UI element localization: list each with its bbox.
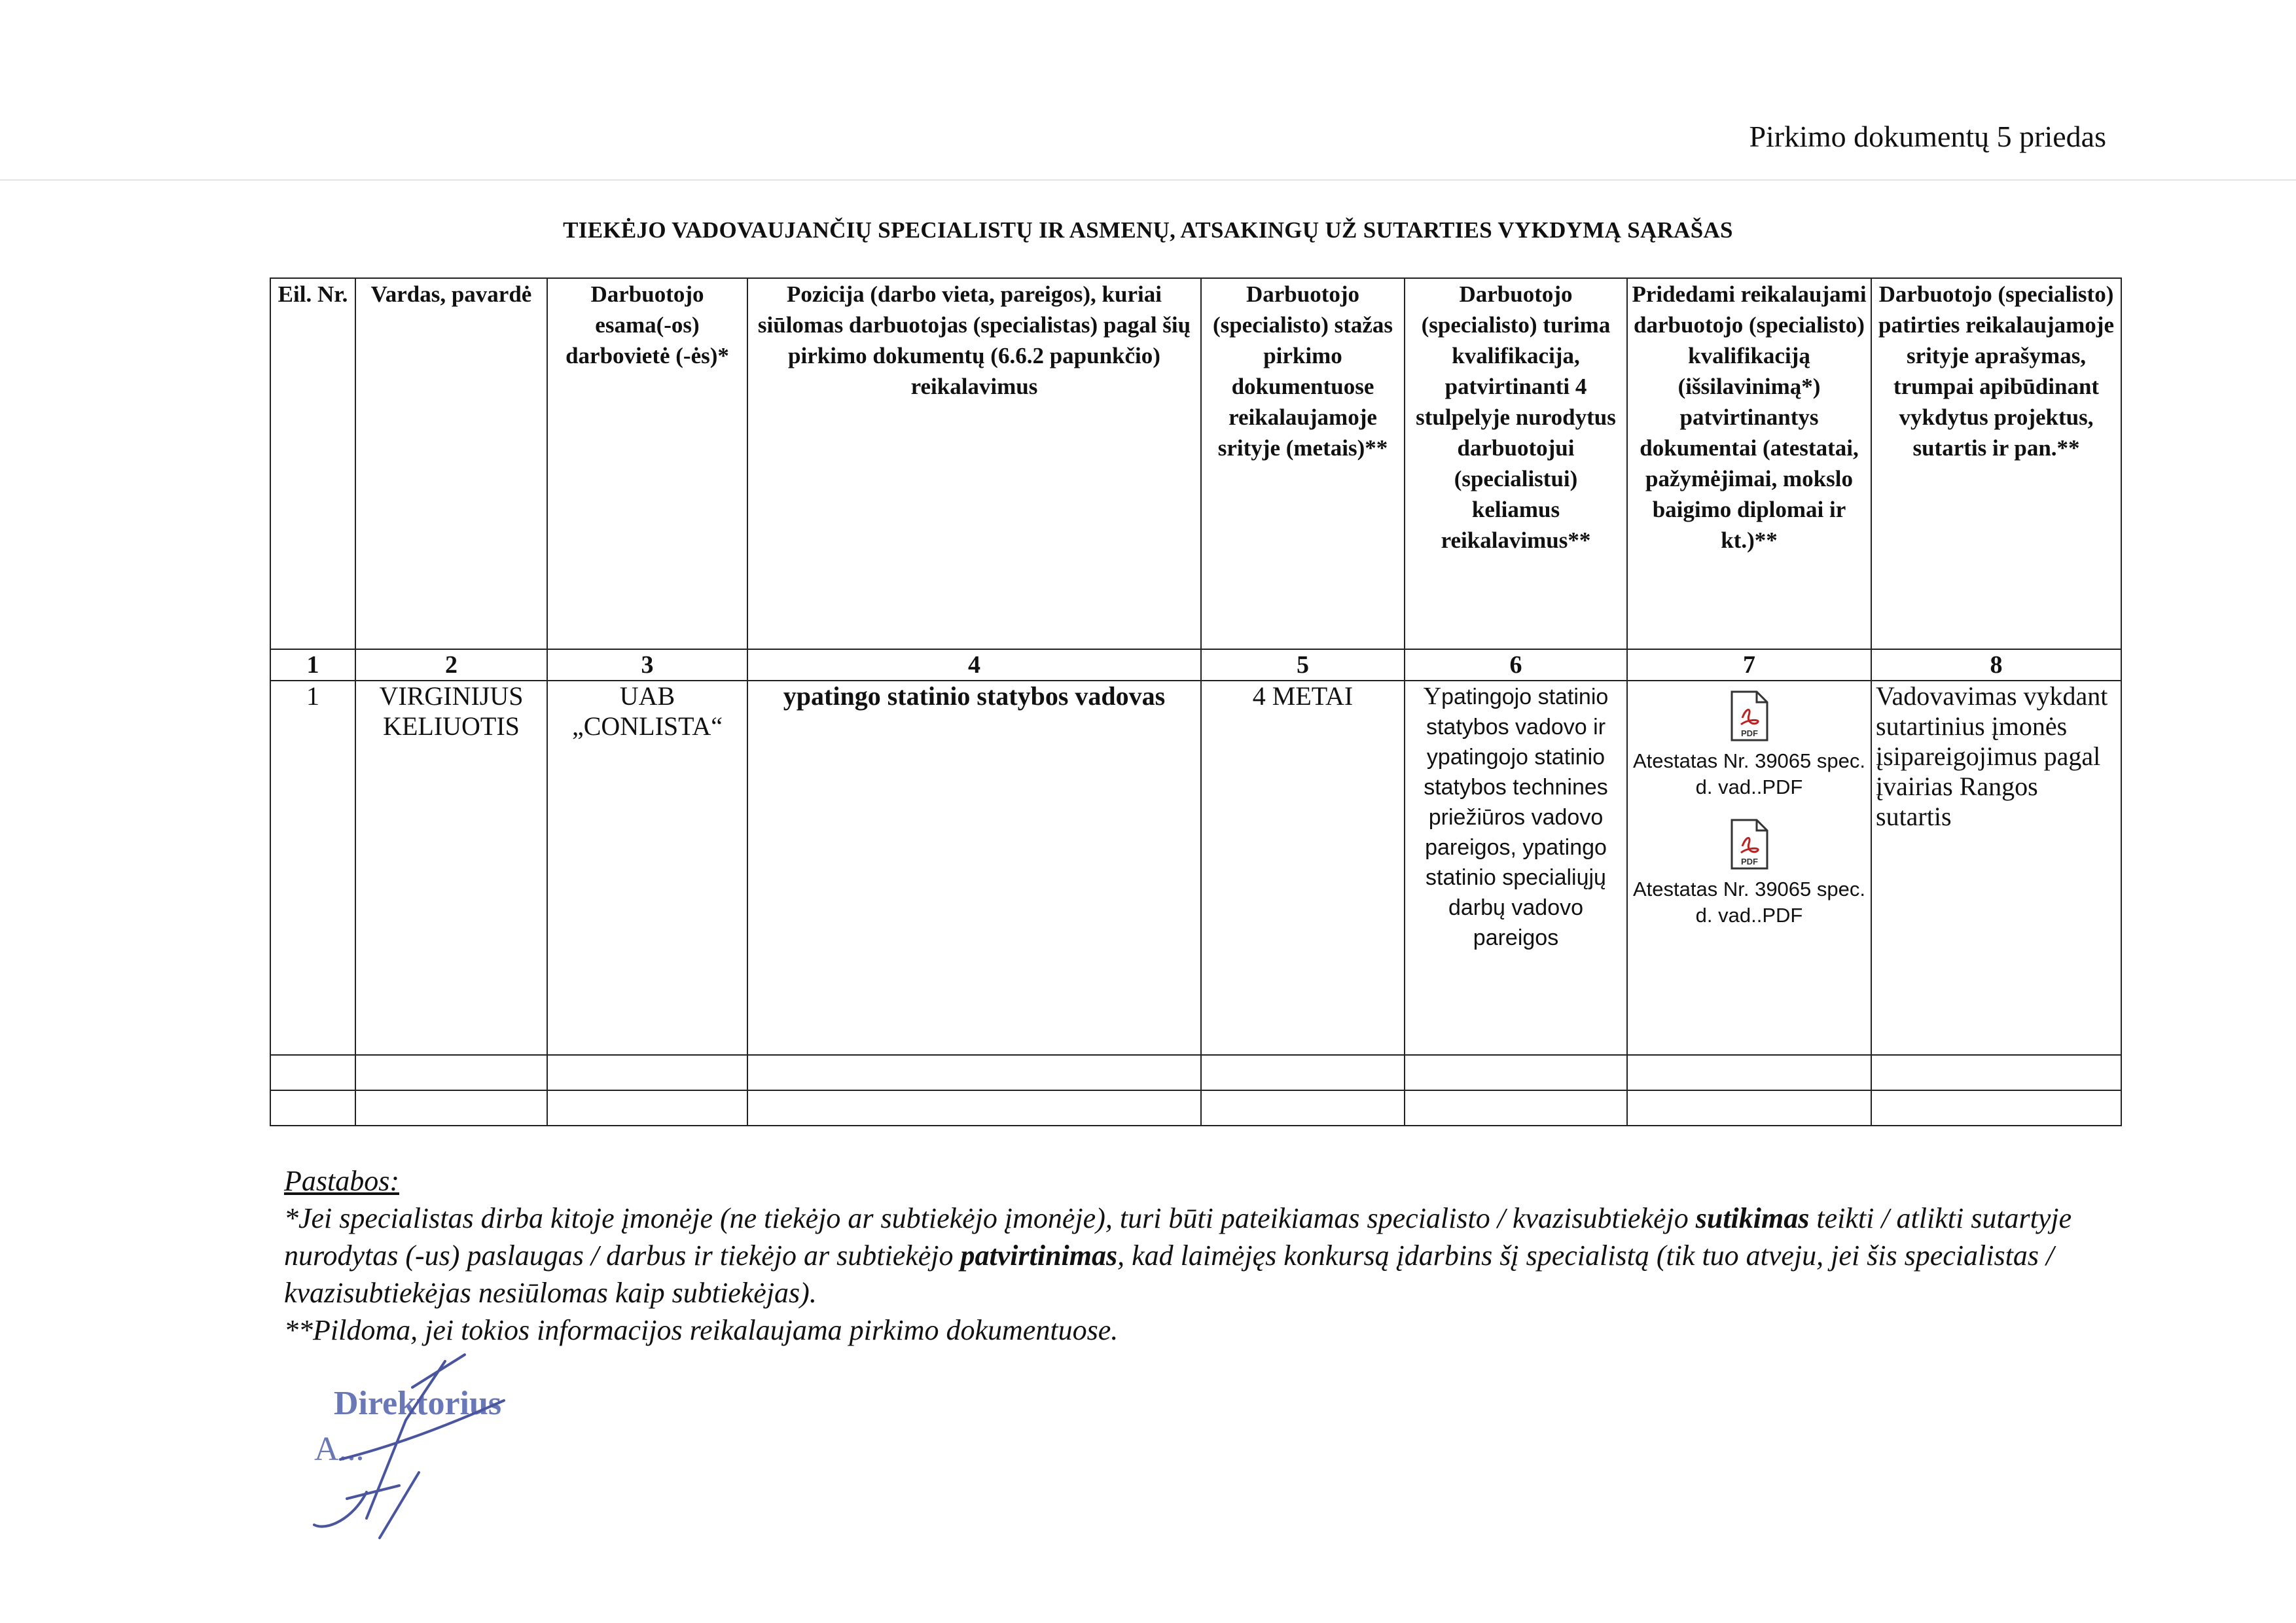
stamp-text: A... xyxy=(314,1431,365,1468)
header-cell: Vardas, pavardė xyxy=(355,278,547,649)
attachment-item[interactable] xyxy=(1632,817,1867,929)
attachment-item[interactable] xyxy=(1632,689,1867,800)
empty-cell xyxy=(355,1090,547,1126)
header-cell: Eil. Nr. xyxy=(270,278,355,649)
column-number: 2 xyxy=(355,649,547,681)
workplace-line: „CONLISTA“ xyxy=(571,711,723,741)
appendix-label: Pirkimo dokumentų 5 priedas xyxy=(1749,120,2106,153)
signature-stamp xyxy=(249,1348,615,1544)
attachments-cell xyxy=(1627,681,1871,1055)
empty-cell xyxy=(547,1055,747,1090)
attachment-label[interactable]: Atestatas Nr. 39065 spec. d. vad..PDF xyxy=(1633,878,1865,927)
note-text: teikti / atlikti sutartyje nurodytas (-us) paslaugas / darbus ir tiekėjo ar subtiekėjo xyxy=(284,1202,2072,1272)
column-number: 8 xyxy=(1871,649,2121,681)
table-row-empty xyxy=(270,1090,2121,1126)
row-number: 1 xyxy=(270,681,355,1055)
page-title: TIEKĖJO VADOVAUJANČIŲ SPECIALISTŲ IR ASMENŲ, ATSAKINGŲ UŽ SUTARTIES VYKDYMĄ SĄRAŠAS xyxy=(563,217,1733,243)
table-row-empty xyxy=(270,1055,2121,1090)
empty-cell xyxy=(1627,1090,1871,1126)
note-emphasis: patvirtinimas xyxy=(960,1240,1118,1272)
column-number: 1 xyxy=(270,649,355,681)
table-header-row xyxy=(270,278,2121,649)
header-separator xyxy=(0,179,2296,181)
empty-cell xyxy=(355,1055,547,1090)
header-cell: Darbuotojo esama(-os) darbovietė (-ės)* xyxy=(547,278,747,649)
pdf-icon-text: PDF xyxy=(1740,857,1758,866)
empty-cell xyxy=(270,1090,355,1126)
column-number-row xyxy=(270,649,2121,681)
empty-cell xyxy=(747,1055,1201,1090)
note-text: *Jei specialistas dirba kitoje įmonėje (ne tiekėjo ar subtiekėjo įmonėje), turi būti pateikiamas specialisto / kvazisubtiekėjo xyxy=(284,1202,1696,1234)
note-emphasis: sutikimas xyxy=(1695,1202,1810,1234)
empty-cell xyxy=(1871,1055,2121,1090)
empty-cell xyxy=(547,1090,747,1126)
qualification-initial: Y xyxy=(1423,683,1442,710)
empty-cell xyxy=(270,1055,355,1090)
header-cell: Pozicija (darbo vieta, pareigos), kuriai siūlomas darbuotojas (specialistas) pagal šių pirkimo dokumentų (6.6.2 papunkčio) reikalavimus xyxy=(747,278,1201,649)
empty-cell xyxy=(747,1090,1201,1126)
column-number: 4 xyxy=(747,649,1201,681)
empty-cell xyxy=(1201,1055,1405,1090)
signature-scribble xyxy=(249,1348,615,1544)
workplace xyxy=(547,681,747,1055)
header-cell: Darbuotojo (specialisto) stažas pirkimo dokumentuose reikalaujamoje srityje (metais)** xyxy=(1201,278,1405,649)
empty-cell xyxy=(1627,1055,1871,1090)
empty-cell xyxy=(1405,1090,1627,1126)
experience-years: 4 METAI xyxy=(1201,681,1405,1055)
empty-cell xyxy=(1405,1055,1627,1090)
header-cell: Darbuotojo (specialisto) patirties reikalaujamoje srityje aprašymas, trumpai apibūdinant vykdytus projektus, sutartis ir pan.** xyxy=(1871,278,2121,649)
column-number: 7 xyxy=(1627,649,1871,681)
qualification xyxy=(1405,681,1627,1055)
column-number: 5 xyxy=(1201,649,1405,681)
qualification-text: patingojo statinio statybos vadovo ir ypatingojo statinio statybos technines priežiūros vadovo pareigos, ypatingo statinio specialiųjų darbų vadovo pareigos xyxy=(1424,685,1609,950)
specialist-name: VIRGINIJUS KELIUOTIS xyxy=(355,681,547,1055)
attachment-label[interactable]: Atestatas Nr. 39065 spec. d. vad..PDF xyxy=(1633,749,1865,798)
note-2: **Pildoma, jei tokios informacijos reikalaujama pirkimo dokumentuose. xyxy=(284,1314,1119,1346)
experience-description: Vadovavimas vykdant sutartinius įmonės įsipareigojimus pagal įvairias Rangos sutartis xyxy=(1871,681,2121,1055)
note-1 xyxy=(284,1200,2117,1311)
position: ypatingo statinio statybos vadovas xyxy=(747,681,1201,1055)
column-number: 6 xyxy=(1405,649,1627,681)
note-text: , kad laimėjęs konkursą įdarbins šį specialistą (tik tuo atveju, jei šis specialistas / kvazisubtiekėjas nesiūlomas kaip subtiekėjas). xyxy=(284,1240,2054,1309)
workplace-line: UAB xyxy=(619,681,675,711)
column-number: 3 xyxy=(547,649,747,681)
header-cell: Darbuotojo (specialisto) turima kvalifikacija, patvirtinanti 4 stulpelyje nurodytus darbuotojui (specialistui) keliamus reikalavimus** xyxy=(1405,278,1627,649)
notes-title: Pastabos: xyxy=(284,1165,399,1197)
pdf-file-icon[interactable] xyxy=(1729,689,1770,743)
empty-cell xyxy=(1201,1090,1405,1126)
empty-cell xyxy=(1871,1090,2121,1126)
pdf-icon-text: PDF xyxy=(1740,728,1758,738)
header-cell: Pridedami reikalaujami darbuotojo (specialisto) kvalifikaciją (išsilavinimą*) patvirtinantys dokumentai (atestatai, pažymėjimai, mokslo baigimo diplomai ir kt.)** xyxy=(1627,278,1871,649)
pdf-file-icon[interactable] xyxy=(1729,817,1770,871)
table-row xyxy=(270,681,2121,1055)
specialists-table xyxy=(270,277,2122,1126)
stamp-text: Direktorius xyxy=(334,1385,502,1422)
notes-section xyxy=(284,1162,2117,1349)
